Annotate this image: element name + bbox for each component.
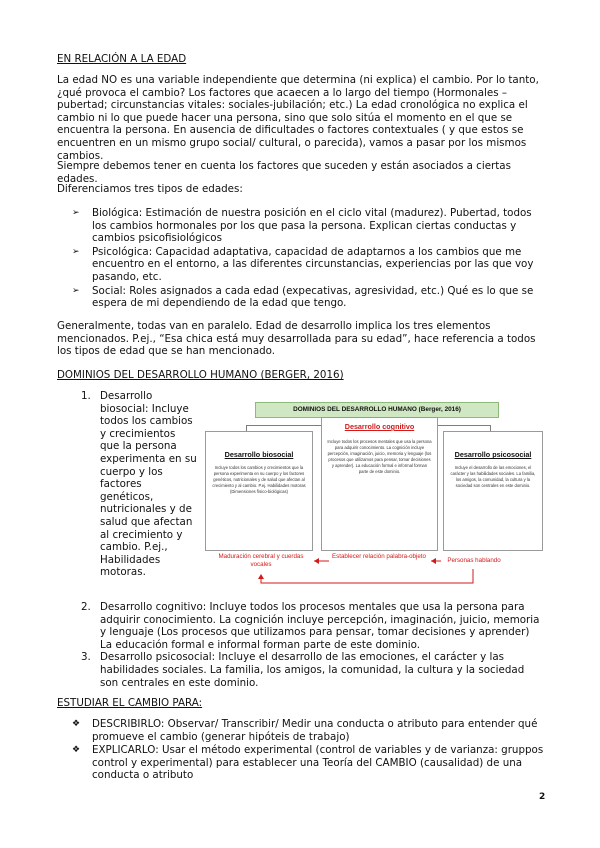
list-item-biologica: ➢ Biológica: Estimación de nuestra posición en el ciclo vital (madurez). Pubertad, todos los cambios hormonales por los que pasa la persona. Explican ciertas conductas y cambios psicofisiológicos [72, 207, 532, 245]
list-item-social: ➢ Social: Roles asignados a cada edad (expecativas, agresividad, etc.) Qué es lo que se espera de mi dependiendo de la edad que tengo. [72, 284, 534, 310]
box-text: Incluye el desarrollo de las emociones, el carácter y las habilidades sociales. La familia, los amigos, la comunidad, la cultura y la sociedad son centrales en este dominio. [450, 465, 536, 488]
diamond-bullet-icon: ❖ [72, 719, 81, 729]
list-item-psicosocial: 3. Desarrollo psicosocial: Incluye el desarrollo de las emociones, el carácter y las habilidades sociales. La familia, los amigos, la comunidad, la cultura y la sociedad son centrales en este dominio. [81, 651, 525, 689]
example-biosocial: Maduración cerebral y cuerdas vocales [218, 553, 304, 568]
paragraph-factores: Siempre debemos tener en cuenta los factores que suceden y están asociados a ciertas edades. [57, 160, 511, 185]
arrow-head-icon [314, 558, 319, 564]
heading-dominios: DOMINIOS DEL DESARROLLO HUMANO (BERGER, 2016) [57, 369, 344, 381]
paragraph-edad-variable: La edad NO es una variable independiente que determina (ni explica) el cambio. Por lo tanto, ¿qué provoca el cambio? Los factores que acaecen a lo largo del tiempo (Hormonales – pubertad; circunstancias vitales: sociales-jubilación; etc.) La edad cronológica no explica el cambio ni lo que puede hacer una persona, sino que solo sitúa el momento en el que se encuentra la persona. En ausencia de dificultades o factores contextuales ( y que estos se encuentren en un mismo grupo social/ cultural, o parecida), vamos a pasar por los mismos cambios. [57, 74, 539, 162]
arrow-head-icon [431, 558, 436, 564]
heading-estudiar-cambio: ESTUDIAR EL CAMBIO PARA: [57, 697, 203, 709]
box-text: Incluye todos los cambios y crecimientos que la persona experimenta en su cuerpo y los factores genéticos, nutricionales y de salud que afectan al crecimiento y al cambio. P.ej. Habilidades motoras (Dimensiones físico-biológicas) [212, 465, 306, 494]
box-title: Desarrollo cognitivo [344, 422, 415, 431]
estudiar-list [72, 718, 544, 783]
diamond-bullet-icon: ❖ [72, 745, 81, 756]
heading-edad: EN RELACIÓN A LA EDAD [57, 53, 187, 65]
arrow-bullet-icon: ➢ [72, 246, 80, 257]
example-cognitivo: Establecer relación palabra-objeto [332, 553, 426, 560]
box-text: Incluye todos los procesos mentales que usa la persona para adquirir conocimiento. La cognición incluye percepción, imaginación, juicio, memoria y lenguaje (los procesos que utilizamos para pensar, tomar decisiones y aprender). La educación formal e informal forman parte de este dominio. [327, 439, 432, 474]
diagram-box-psicosocial [443, 431, 543, 551]
arrow-bullet-icon: ➢ [72, 285, 80, 296]
arrow-bullet-icon: ➢ [72, 208, 80, 218]
dominios-list-part1 [81, 390, 198, 579]
diagram-title: DOMINIOS DEL DESARROLLO HUMANO (Berger, 2016) [255, 402, 499, 418]
diagram-box-cognitivo [321, 417, 438, 551]
example-psicosocial: Personas hablando [447, 557, 501, 564]
diagram-box-biosocial [205, 431, 313, 551]
dominios-diagram [205, 397, 543, 603]
example-arrows [205, 549, 543, 603]
dominios-list-part2 [81, 601, 544, 689]
list-item-cognitivo: 2. Desarrollo cognitivo: Incluye todos los procesos mentales que usa la persona para adquirir conocimiento. La cognición incluye percepción, imaginación, juicio, memoria y lenguaje (Los procesos que utilizamos para pensar, tomar decisiones y aprender) La educación formal e informal forman parte de este dominio. [81, 601, 540, 651]
arrow-line [261, 569, 473, 583]
list-item-psicologica: ➢ Psicológica: Capacidad adaptativa, capacidad de adaptarnos a los cambios que me encuentro en el entorno, a las diferentes circunstancias, experiencias por las que voy pasando, etc. [72, 245, 534, 283]
edad-types-list [72, 207, 544, 311]
list-item-describirlo: ❖ DESCRIBIRLO: Observar/ Transcribir/ Medir una conducta o atributo para entender qué promueve el cambio (generar hipóteis de trabajo) [72, 718, 538, 743]
box-title: Desarrollo psicosocial [454, 450, 532, 459]
arrow-head-icon [258, 574, 264, 579]
paragraph-tipos-edades: Diferenciamos tres tipos de edades: [57, 183, 243, 195]
list-item-biosocial: 1. Desarrollo biosocial: Incluye todos los cambios y crecimientos que la persona experimenta en su cuerpo y los factores genéticos, nutricionales y de salud que afectan al crecimiento y cambio. P.ej., Habilidades motoras. [81, 390, 197, 579]
paragraph-paralelo: Generalmente, todas van en paralelo. Edad de desarrollo implica los tres elementos mencionados. P.ej., “Esa chica está muy desarrollada para su edad”, hace referencia a todos los tipos de edad que se han mencionado. [57, 320, 536, 358]
list-item-explicarlo: ❖ EXPLICARLO: Usar el método experimental (control de variables y de varianza: gruppos control y experimental) para establecer una Teoría del CAMBIO (causalidad) de una conducta o atributo [72, 744, 544, 782]
box-title: Desarrollo biosocial [224, 450, 294, 459]
page-number: 2 [539, 792, 546, 802]
